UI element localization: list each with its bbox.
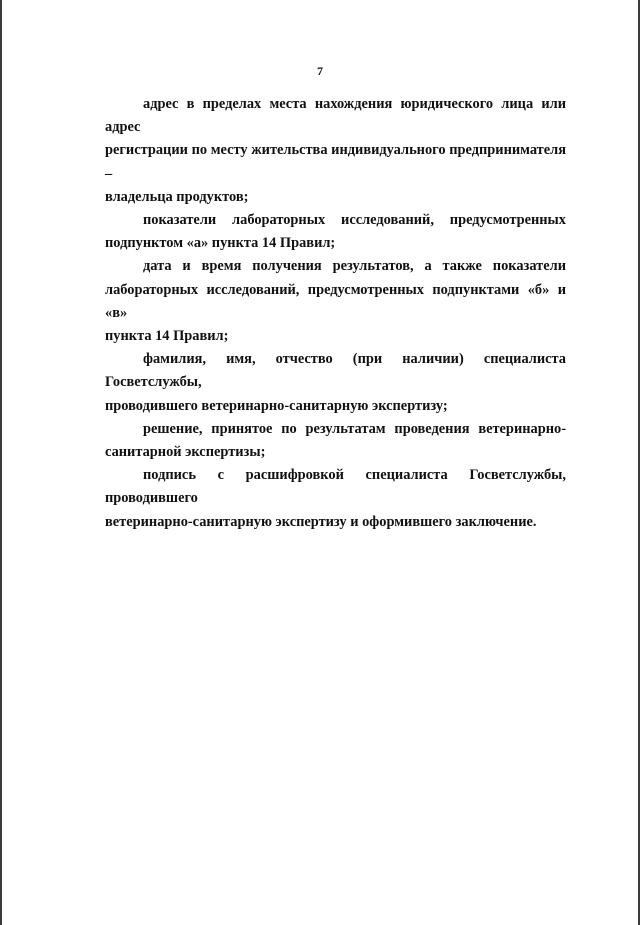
text-line: показатели лабораторных исследований, предусмотренных	[143, 212, 566, 229]
text-line: адрес в пределах места нахождения юридического лица или адрес	[105, 96, 566, 136]
paragraph-lab-indicators	[105, 209, 566, 255]
text-line: владельца продуктов;	[105, 188, 249, 205]
text-line: подпись с расшифровкой специалиста Госветслужбы, проводившего	[105, 467, 566, 507]
text-line: пункта 14 Правил;	[105, 328, 229, 345]
text-line: ветеринарно-санитарную экспертизу и оформившего заключение.	[105, 513, 537, 530]
page-number: 7	[317, 64, 323, 78]
text-line: лабораторных исследований, предусмотренных подпунктами «б» и «в»	[105, 281, 566, 321]
paragraph-specialist-name	[105, 348, 566, 418]
paragraph-date-time-results	[105, 255, 566, 348]
text-line: решение, принятое по результатам проведения ветеринарно-	[143, 420, 566, 437]
text-line: санитарной экспертизы;	[105, 444, 266, 461]
text-line: проводившего ветеринарно-санитарную экспертизу;	[105, 397, 448, 414]
paragraph-decision	[105, 418, 566, 464]
paragraph-signature	[105, 464, 566, 534]
text-line: фамилия, имя, отчество (при наличии) специалиста Госветслужбы,	[105, 351, 566, 391]
paragraph-owner-address	[105, 93, 566, 209]
text-line: дата и время получения результатов, а также показатели	[143, 258, 566, 275]
body-text	[105, 93, 566, 534]
text-line: регистрации по месту жительства индивидуального предпринимателя –	[105, 142, 566, 182]
text-line: подпунктом «а» пункта 14 Правил;	[105, 235, 336, 252]
